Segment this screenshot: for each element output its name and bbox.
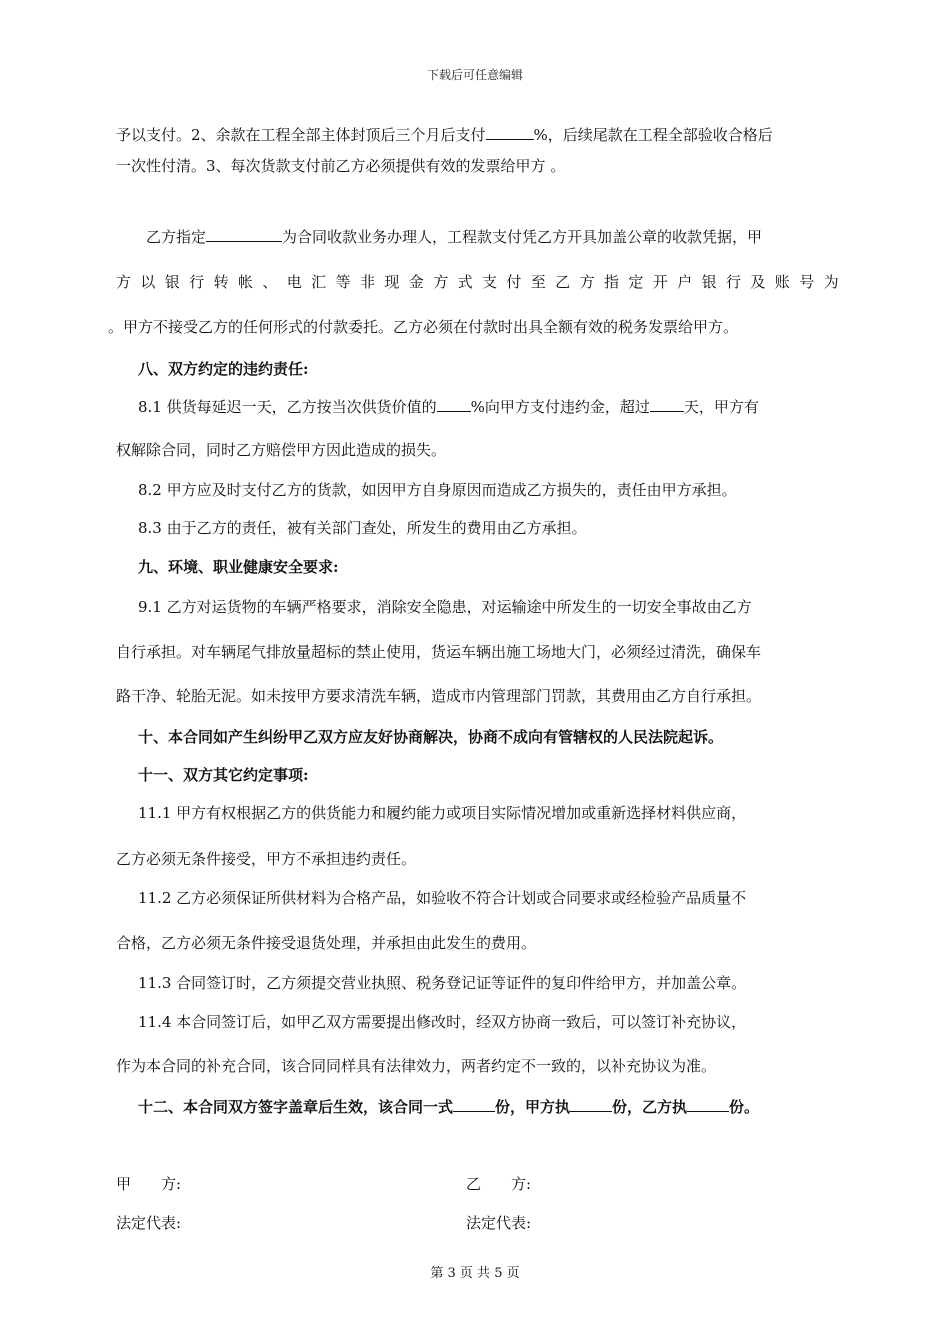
- paragraph-line: 方以银行转帐、电汇等非现金方式支付至乙方指定开户银行及账号为: [116, 273, 849, 291]
- text-run: 天，甲方有: [683, 398, 759, 416]
- paragraph-line: 权解除合同，同时乙方赔偿甲方因此造成的损失。: [116, 441, 447, 459]
- text-run: 十二、本合同双方签字盖章后生效，该合同一式: [138, 1098, 454, 1116]
- section-heading: 八、双方约定的违约责任:: [138, 360, 309, 378]
- section-heading: 十、本合同如产生纠纷甲乙双方应友好协商解决，协商不成向有管辖权的人民法院起诉。: [138, 728, 724, 746]
- party-a-label: 甲 方:: [116, 1175, 182, 1193]
- text-run: %向甲方支付违约金，超过: [470, 398, 650, 416]
- paragraph-line: 11.1 甲方有权根据乙方的供货能力和履约能力或项目实际情况增加或重新选择材料供应商，: [138, 804, 747, 822]
- paragraph-line: 11.2 乙方必须保证所供材料为合格产品，如验收不符合计划或合同要求或经检验产品质量不: [138, 889, 747, 907]
- party-a-representative-label: 法定代表:: [116, 1214, 182, 1232]
- text-run: 为合同收款业务办理人，工程款支付凭乙方开具加盖公章的收款凭据，甲: [282, 228, 763, 246]
- paragraph-line: 8.2 甲方应及时支付乙方的货款，如因甲方自身原因而造成乙方损失的，责任由甲方承担。: [138, 481, 737, 499]
- paragraph-line: 9.1 乙方对运货物的车辆严格要求，消除安全隐患，对运输途中所发生的一切安全事故由乙方: [138, 598, 752, 616]
- text-run: 份，乙方执: [612, 1098, 688, 1116]
- paragraph-line: 8.3 由于乙方的责任，被有关部门查处，所发生的费用由乙方承担。: [138, 519, 587, 537]
- paragraph-line: 路干净、轮胎无泥。如未按甲方要求清洗车辆，造成市内管理部门罚款，其费用由乙方自行承担。: [116, 687, 762, 705]
- paragraph-line: [138, 397, 759, 417]
- page-number: 第 3 页 共 5 页: [430, 1266, 520, 1281]
- blank-field: [453, 1097, 495, 1112]
- blank-field: [437, 397, 471, 412]
- text-run: 份，甲方执: [495, 1098, 571, 1116]
- paragraph-line: 自行承担。对车辆尾气排放量超标的禁止使用，货运车辆出施工场地大门，必须经过清洗，确保车: [116, 643, 762, 661]
- paragraph-line: 作为本合同的补充合同，该合同同样具有法律效力，两者约定不一致的，以补充协议为准。: [116, 1057, 717, 1075]
- paragraph-line: 乙方必须无条件接受，甲方不承担违约责任。: [116, 850, 417, 868]
- blank-field: [570, 1097, 612, 1112]
- blank-field: [687, 1097, 729, 1112]
- paragraph-line: 一次性付清。3、每次货款支付前乙方必须提供有效的发票给甲方 。: [116, 157, 566, 175]
- paragraph-line: 11.4 本合同签订后，如甲乙双方需要提出修改时，经双方协商一致后，可以签订补充协议，: [138, 1013, 747, 1031]
- paragraph-line: 合格，乙方必须无条件接受退货处理，并承担由此发生的费用。: [116, 934, 537, 952]
- page-header: 下载后可任意编辑: [426, 68, 523, 82]
- section-heading: 九、环境、职业健康安全要求:: [138, 558, 339, 576]
- section-heading: 十一、双方其它约定事项:: [138, 766, 309, 784]
- blank-field: [486, 125, 534, 140]
- paragraph-line: [146, 227, 762, 247]
- paragraph-line: 11.3 合同签订时，乙方须提交营业执照、税务登记证等证件的复印件给甲方，并加盖公章。: [138, 974, 747, 992]
- paragraph-line: [116, 125, 773, 145]
- text-run: 予以支付。2、余款在工程全部主体封顶后三个月后支付: [116, 126, 486, 144]
- party-b-representative-label: 法定代表:: [466, 1214, 532, 1232]
- paragraph-line: 。甲方不接受乙方的任何形式的付款委托。乙方必须在付款时出具全额有效的税务发票给甲方。: [108, 318, 739, 336]
- text-run: 8.1 供货每延迟一天，乙方按当次供货价值的: [138, 398, 437, 416]
- blank-field: [650, 397, 684, 412]
- text-run: 乙方指定: [146, 228, 207, 246]
- text-run: %，后续尾款在工程全部验收合格后: [533, 126, 773, 144]
- party-b-label: 乙 方:: [466, 1175, 532, 1193]
- blank-field: [206, 227, 282, 242]
- section-heading: [138, 1097, 759, 1117]
- text-run: 份。: [729, 1098, 760, 1116]
